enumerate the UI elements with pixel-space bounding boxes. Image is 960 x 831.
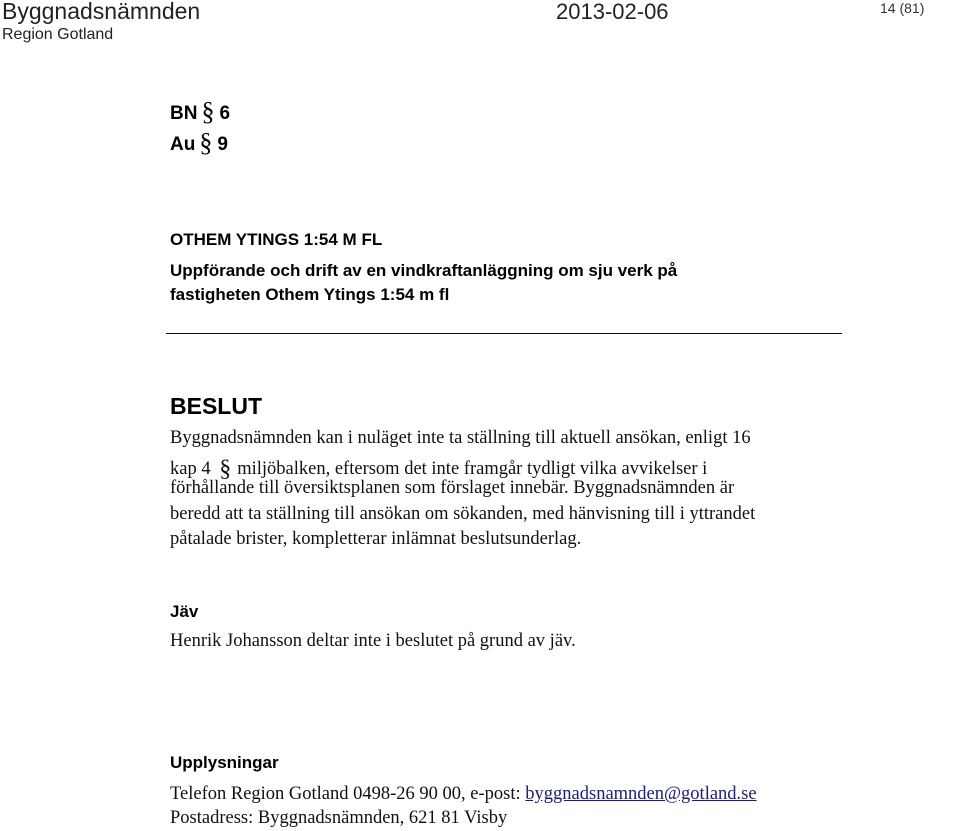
decision-line-1: Byggnadsnämnden kan i nuläget inte ta ställning till aktuell ansökan, enligt 16 [170, 428, 751, 448]
info-address-line: Postadress: Byggnadsnämnden, 621 81 Visby [170, 808, 508, 828]
decision-line-4: beredd att ta ställning till ansökan om sökanden, med hänvisning till i yttrandet [170, 504, 756, 524]
case-subject-line2: fastigheten Othem Ytings 1:54 m fl [170, 285, 450, 304]
jav-text: Henrik Johansson deltar inte i beslutet på grund av jäv. [170, 631, 576, 651]
section-symbol: § [199, 128, 213, 157]
ref-prefix: Au [170, 134, 196, 155]
section-symbol: § [201, 97, 215, 126]
decision-heading: BESLUT [170, 393, 262, 419]
header-organization: Byggnadsnämnden [2, 0, 201, 24]
divider [166, 333, 842, 334]
ref-number: 9 [217, 134, 228, 155]
header-page-number: 14 (81) [880, 0, 925, 16]
paragraph-ref-au [170, 127, 228, 157]
decision-line-2 [170, 454, 707, 481]
info-contact-line [170, 784, 757, 805]
case-subject-line1: Uppförande och drift av en vindkraftanläggning om sju verk på [170, 261, 678, 280]
decision-line-5: påtalade brister, kompletterar inlämnat beslutsunderlag. [170, 529, 582, 549]
email-link[interactable]: byggnadsnamnden@gotland.se [525, 784, 757, 804]
ref-prefix: BN [170, 103, 198, 124]
case-property: OTHEM YTINGS 1:54 M FL [170, 230, 383, 249]
section-symbol: § [219, 456, 232, 482]
decision-line-3: förhållande till översiktsplanen som förslaget innebär. Byggnadsnämnden är [170, 478, 735, 498]
header-date: 2013-02-06 [556, 0, 669, 24]
decision-line-2-prefix: kap 4 [170, 459, 211, 479]
jav-heading: Jäv [170, 602, 199, 621]
paragraph-ref-bn [170, 96, 230, 126]
info-heading: Upplysningar [170, 753, 279, 772]
info-phone-text: Telefon Region Gotland 0498-26 90 00, e-post: [170, 784, 526, 804]
header-region: Region Gotland [2, 26, 114, 43]
decision-line-2-text: miljöbalken, eftersom det inte framgår tydligt vilka avvikelser i [237, 459, 708, 479]
ref-number: 6 [219, 103, 231, 124]
